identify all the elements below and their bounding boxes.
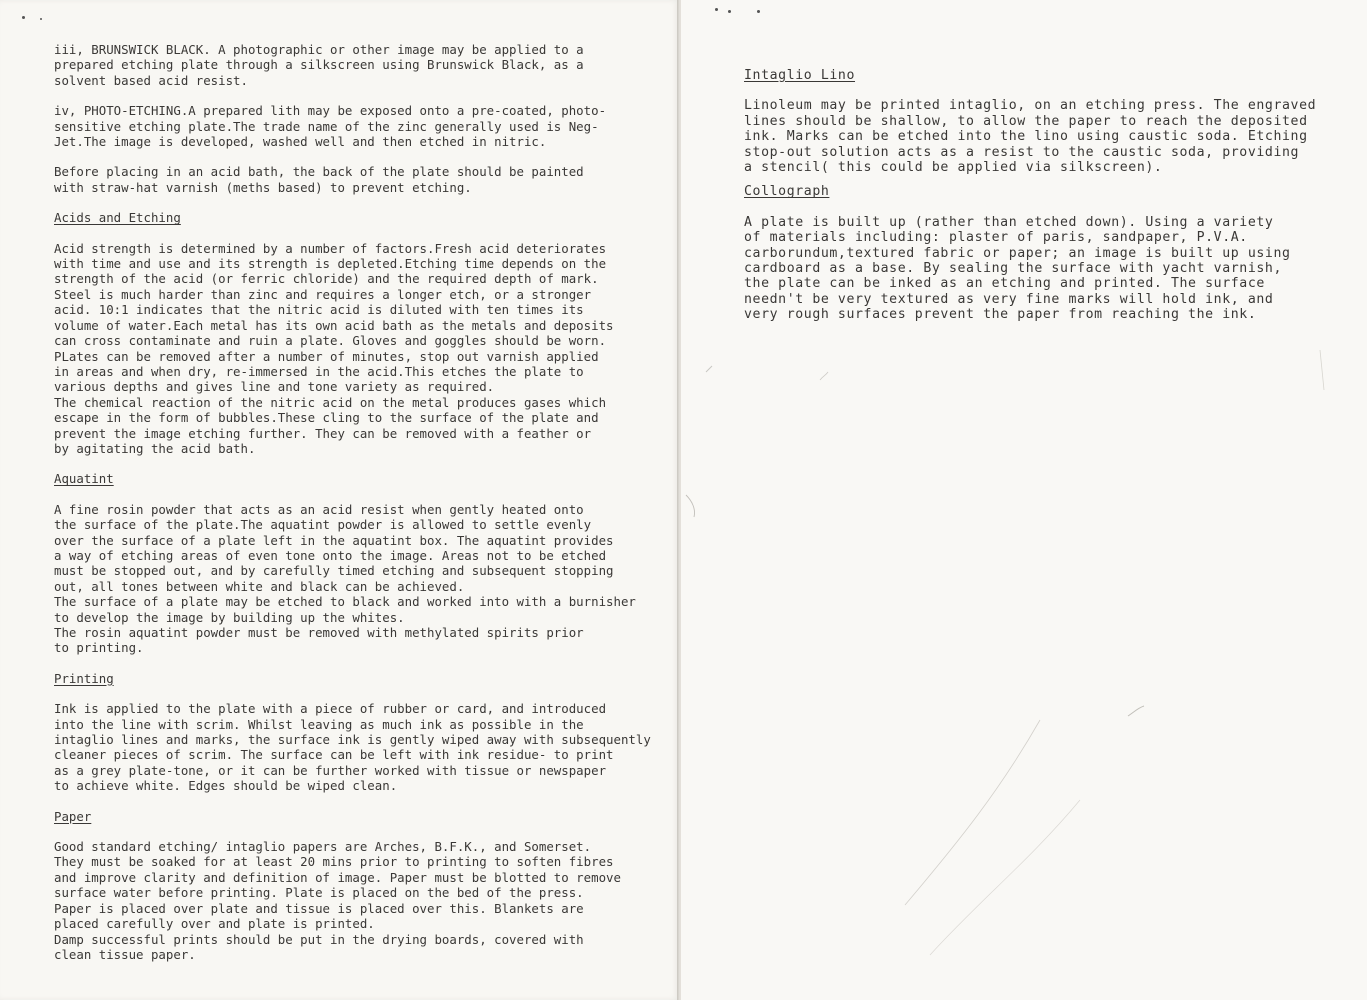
paragraph-photo-etching bbox=[54, 103, 674, 149]
text-line: The rosin aquatint powder must be removed with methylated spirits prior bbox=[54, 625, 584, 640]
text-line: prepared etching plate through a silkscreen using Brunswick Black, as a bbox=[54, 57, 584, 73]
text-line: They must be soaked for at least 20 mins prior to printing to soften fibres bbox=[54, 854, 614, 870]
section-aquatint bbox=[54, 471, 674, 655]
text-line: solvent based acid resist. bbox=[54, 72, 248, 88]
section-heading: Acids and Etching bbox=[54, 210, 181, 226]
section-intaglio-lino bbox=[744, 68, 1359, 175]
paragraph-back-varnish bbox=[54, 164, 674, 195]
text-line: escape in the form of bubbles.These cling to the surface of the plate and bbox=[54, 410, 599, 426]
intro-paragraphs bbox=[54, 42, 674, 195]
text-line: lines should be shallow, to allow the paper to reach the deposited bbox=[744, 113, 1308, 129]
text-line: A plate is built up (rather than etched down). Using a variety bbox=[744, 214, 1274, 230]
text-line: with straw-hat varnish (meths based) to prevent etching. bbox=[54, 179, 472, 195]
text-line: A fine rosin powder that acts as an acid resist when gently heated onto bbox=[54, 501, 584, 517]
paper-speck bbox=[757, 10, 760, 13]
text-line: The chemical reaction of the nitric acid on the metal produces gases which bbox=[54, 394, 607, 410]
section-heading: Paper bbox=[54, 808, 92, 824]
text-line: Linoleum may be printed intaglio, on an etching press. The engraved bbox=[744, 98, 1317, 114]
text-line: to achieve white. Edges should be wiped clean. bbox=[54, 778, 398, 794]
text-line: the plate can be inked as an etching and printed. The surface bbox=[744, 276, 1265, 292]
text-line: by agitating the acid bath. bbox=[54, 440, 256, 456]
paper-speck bbox=[40, 18, 42, 20]
text-line: Before placing in an acid bath, the back of the plate should be painted bbox=[54, 164, 584, 180]
text-line: Good standard etching/ intaglio papers are Arches, B.F.K., and Somerset. bbox=[54, 839, 592, 855]
section-paragraph bbox=[54, 502, 674, 656]
text-line: Ink is applied to the plate with a piece of rubber or card, and introduced bbox=[54, 701, 607, 717]
text-line: into the line with scrim. Whilst leaving as much ink as possible in the bbox=[54, 716, 584, 732]
text-line: as a grey plate-tone, or it can be further worked with tissue or newspaper bbox=[54, 762, 607, 778]
section-paragraph bbox=[54, 701, 674, 793]
text-line: can cross contaminate and ruin a plate. Gloves and goggles should be worn. bbox=[54, 333, 607, 349]
text-line: carborundum,textured fabric or paper; an image is built up using bbox=[744, 245, 1291, 261]
text-line: Paper is placed over plate and tissue is placed over this. Blankets are bbox=[54, 900, 584, 916]
paper-speck bbox=[728, 10, 731, 13]
text-line: out, all tones between white and black can be achieved. bbox=[54, 578, 465, 594]
section-heading: Printing bbox=[54, 670, 114, 686]
section-paragraph bbox=[54, 241, 674, 457]
text-line: in areas and when dry, re-immersed in the acid.This etches the plate to bbox=[54, 363, 584, 379]
text-line: volume of water.Each metal has its own acid bath as the metals and deposits bbox=[54, 317, 614, 333]
text-line: must be stopped out, and by carefully timed etching and subsequent stopping bbox=[54, 563, 614, 579]
text-line: and improve clarity and definition of image. Paper must be blotted to remove bbox=[54, 869, 621, 885]
text-line: stop-out solution acts as a resist to the caustic soda, providing bbox=[744, 144, 1300, 160]
text-line: cleaner pieces of scrim. The surface can be left with ink residue- to print bbox=[54, 747, 614, 763]
section-collograph bbox=[744, 184, 1359, 322]
text-line: to develop the image by building up the whites. bbox=[54, 609, 405, 625]
text-line: placed carefully over and plate is printed. bbox=[54, 916, 375, 932]
paper-speck bbox=[715, 8, 718, 11]
section-paragraph bbox=[744, 215, 1359, 323]
section-heading: Intaglio Lino bbox=[744, 68, 856, 83]
section-paragraph bbox=[54, 839, 674, 962]
text-line: to printing. bbox=[54, 640, 144, 656]
text-line: of materials including: plaster of paris, sandpaper, P.V.A. bbox=[744, 230, 1248, 246]
text-line: The surface of a plate may be etched to black and worked into with a burnisher bbox=[54, 594, 636, 610]
text-line: needn't be very textured as very fine marks will hold ink, and bbox=[744, 291, 1274, 307]
left-text-column bbox=[54, 42, 674, 977]
section-heading: Collograph bbox=[744, 184, 830, 200]
text-line: the surface of the plate.The aquatint powder is allowed to settle evenly bbox=[54, 517, 592, 533]
text-line: intaglio lines and marks, the surface ink is gently wiped away with subsequently bbox=[54, 732, 651, 748]
right-text-column bbox=[744, 68, 1359, 332]
text-line: a stencil( this could be applied via silkscreen). bbox=[744, 160, 1163, 176]
text-line: Damp successful prints should be put in the drying boards, covered with bbox=[54, 931, 584, 947]
text-line: cardboard as a base. By sealing the surface with yacht varnish, bbox=[744, 261, 1282, 277]
text-line: Acid strength is determined by a number of factors.Fresh acid deteriorates bbox=[54, 240, 607, 256]
text-line: various depths and gives line and tone variety as required. bbox=[54, 379, 495, 395]
text-line: Jet.The image is developed, washed well and then etched in nitric. bbox=[54, 134, 547, 150]
section-paper bbox=[54, 809, 674, 963]
text-line: Steel is much harder than zinc and requires a longer etch, or a stronger bbox=[54, 286, 592, 302]
text-line: sensitive etching plate.The trade name of the zinc generally used is Neg- bbox=[54, 118, 599, 134]
text-line: clean tissue paper. bbox=[54, 946, 196, 962]
text-line: strength of the acid (or ferric chloride) and the required depth of mark. bbox=[54, 271, 599, 287]
text-line: prevent the image etching further. They can be removed with a feather or bbox=[54, 425, 592, 441]
section-paragraph bbox=[744, 98, 1359, 175]
text-line: surface water before printing. Plate is placed on the bed of the press. bbox=[54, 885, 584, 901]
text-line: with time and use and its strength is depleted.Etching time depends on the bbox=[54, 256, 607, 272]
paper-speck bbox=[22, 16, 25, 19]
text-line: PLates can be removed after a number of minutes, stop out varnish applied bbox=[54, 348, 599, 364]
text-line: over the surface of a plate left in the aquatint box. The aquatint provides bbox=[54, 532, 614, 548]
text-line: a way of etching areas of even tone onto the image. Areas not to be etched bbox=[54, 547, 607, 563]
text-line: acid. 10:1 indicates that the nitric acid is diluted with ten times its bbox=[54, 302, 584, 318]
paragraph-brunswick-black bbox=[54, 42, 674, 88]
text-line: very rough surfaces prevent the paper from reaching the ink. bbox=[744, 307, 1257, 323]
text-line: iv, PHOTO-ETCHING.A prepared lith may be exposed onto a pre-coated, photo- bbox=[54, 103, 607, 119]
section-printing bbox=[54, 671, 674, 794]
section-acids-and-etching bbox=[54, 210, 674, 456]
text-line: ink. Marks can be etched into the lino using caustic soda. Etching bbox=[744, 129, 1308, 145]
section-heading: Aquatint bbox=[54, 471, 114, 487]
text-line: iii, BRUNSWICK BLACK. A photographic or other image may be applied to a bbox=[54, 42, 584, 57]
